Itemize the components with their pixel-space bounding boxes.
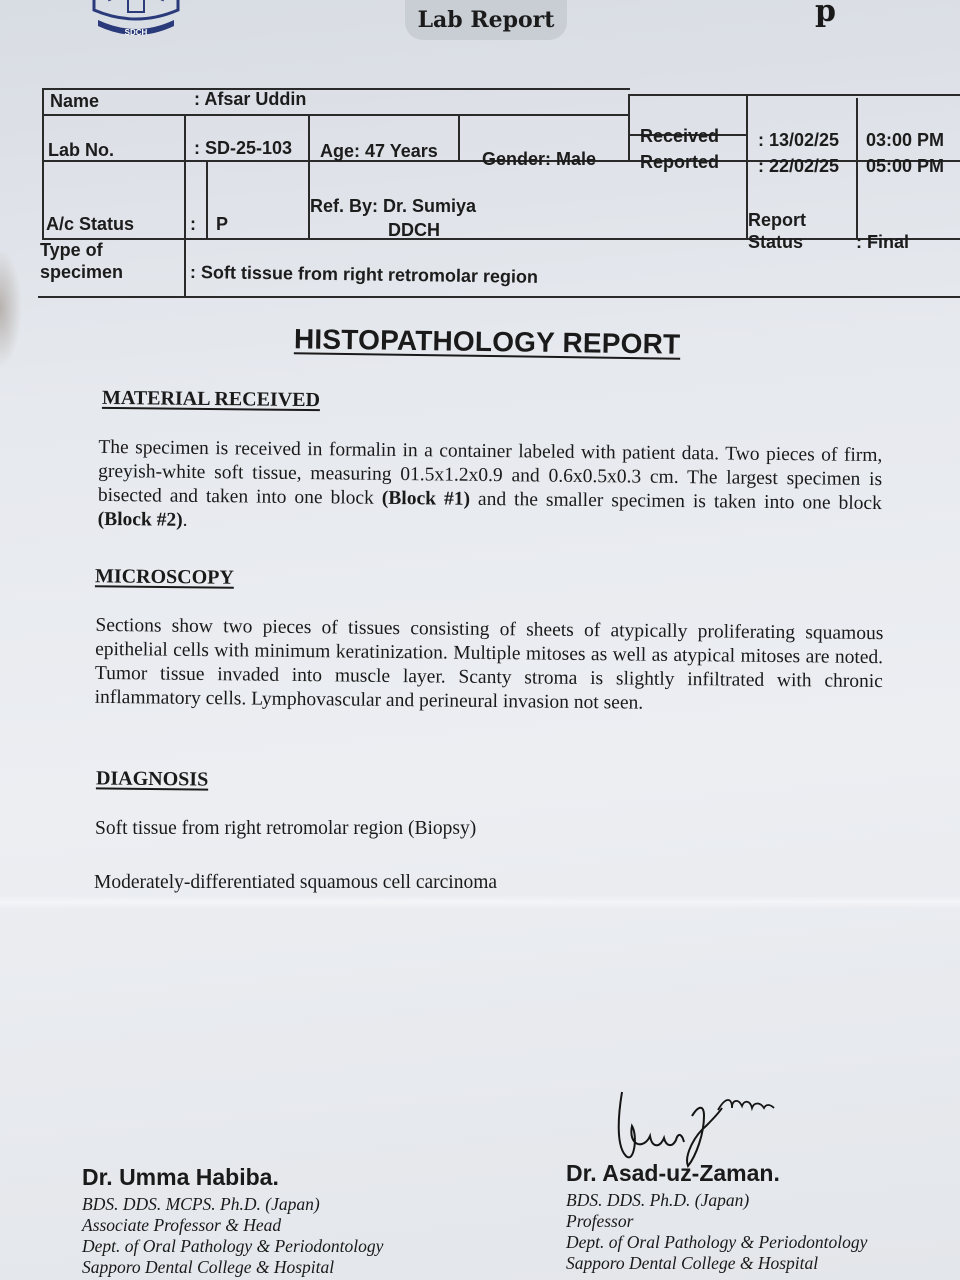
material-text: The specimen is received in formalin in a container labeled with patient data. Two pieces of firm, greyish-white soft tissue, measuring 01.5x1.2x0.9 and 0.6x0.5x0.3 cm. The largest specimen is bisected and taken into one block (Block #1) and the smaller specimen is taken into one block (Block #2). <box>97 436 883 531</box>
logo-text: SDCH <box>124 28 148 37</box>
received-label: Received <box>640 126 720 146</box>
reported-date: : 22/02/25 <box>758 156 840 176</box>
received-time: 03:00 PM <box>866 130 945 150</box>
signatory-right <box>566 1160 867 1274</box>
ac-status-colon: : <box>190 214 196 234</box>
handwritten-signature <box>608 1086 783 1170</box>
signatory-right-degrees: BDS. DDS. Ph.D. (Japan) <box>566 1190 750 1210</box>
name-value: : Afsar Uddin <box>194 89 307 109</box>
signatory-left-degrees: BDS. DDS. MCPS. Ph.D. (Japan) <box>82 1194 320 1214</box>
diagnosis-heading: DIAGNOSIS <box>95 767 209 791</box>
specimen-label-2: specimen <box>40 262 124 282</box>
finger-shadow <box>0 248 22 368</box>
received-date: : 13/02/25 <box>758 130 840 150</box>
signatory-right-institution: Sapporo Dental College & Hospital <box>566 1253 819 1273</box>
labno-label: Lab No. <box>48 140 114 160</box>
college-logo <box>88 0 184 42</box>
diagnosis-specimen: Soft tissue from right retromolar region (Biopsy) <box>95 818 477 839</box>
specimen-label-1: Type of <box>40 240 103 260</box>
ref-by: Ref. By: Dr. Sumiya <box>310 196 477 216</box>
specimen-value: : Soft tissue from right retromolar region <box>189 262 539 287</box>
signatory-right-dept: Dept. of Oral Pathology & Periodontology <box>566 1232 868 1252</box>
name-label: Name <box>50 91 100 111</box>
ac-status-label: A/c Status <box>46 214 135 234</box>
reported-time: 05:00 PM <box>866 156 945 176</box>
microscopy-heading: MICROSCOPY <box>94 565 235 589</box>
report-status-label-2: Status <box>748 232 804 252</box>
signatory-left-dept: Dept. of Oral Pathology & Periodontology <box>82 1236 384 1256</box>
age-value: Age: 47 Years <box>320 141 438 161</box>
paper-fold <box>0 895 960 909</box>
microscopy-text: Sections show two pieces of tissues consisting of sheets of atypically proliferating squamous epithelial cells with minimum keratinization. Multiple mitoses as well as atypical mitoses are noted. Tumor tissue invaded into muscle layer. Scanty stroma is slightly infiltrated with chronic inflammatory cells. Lymphovascular and perineural invasion not seen. <box>94 614 884 714</box>
material-heading: MATERIAL RECEIVED <box>101 386 321 412</box>
report-status-label-1: Report <box>748 210 806 230</box>
patient-info-table <box>38 86 960 298</box>
report-status-value: : Final <box>856 232 909 252</box>
lab-report-label: Lab Report <box>405 0 567 40</box>
header-fragment: p <box>815 0 836 29</box>
report-title: HISTOPATHOLOGY REPORT <box>293 323 681 360</box>
signatory-left-title: Associate Professor & Head <box>82 1215 282 1235</box>
signatory-left-institution: Sapporo Dental College & Hospital <box>82 1257 335 1277</box>
labno-value: : SD-25-103 <box>194 138 293 158</box>
signatory-right-name: Dr. Asad-uz-Zaman. <box>566 1160 780 1186</box>
ref-org: DDCH <box>388 220 440 240</box>
ac-status-value: P <box>216 214 229 234</box>
signatory-left <box>82 1164 383 1278</box>
gender-value: Gender: Male <box>482 149 597 169</box>
diagnosis-result: Moderately-differentiated squamous cell carcinoma <box>94 872 498 893</box>
signatory-left-name: Dr. Umma Habiba. <box>82 1164 279 1190</box>
reported-label: Reported <box>640 152 720 172</box>
signatory-right-title: Professor <box>566 1211 634 1231</box>
